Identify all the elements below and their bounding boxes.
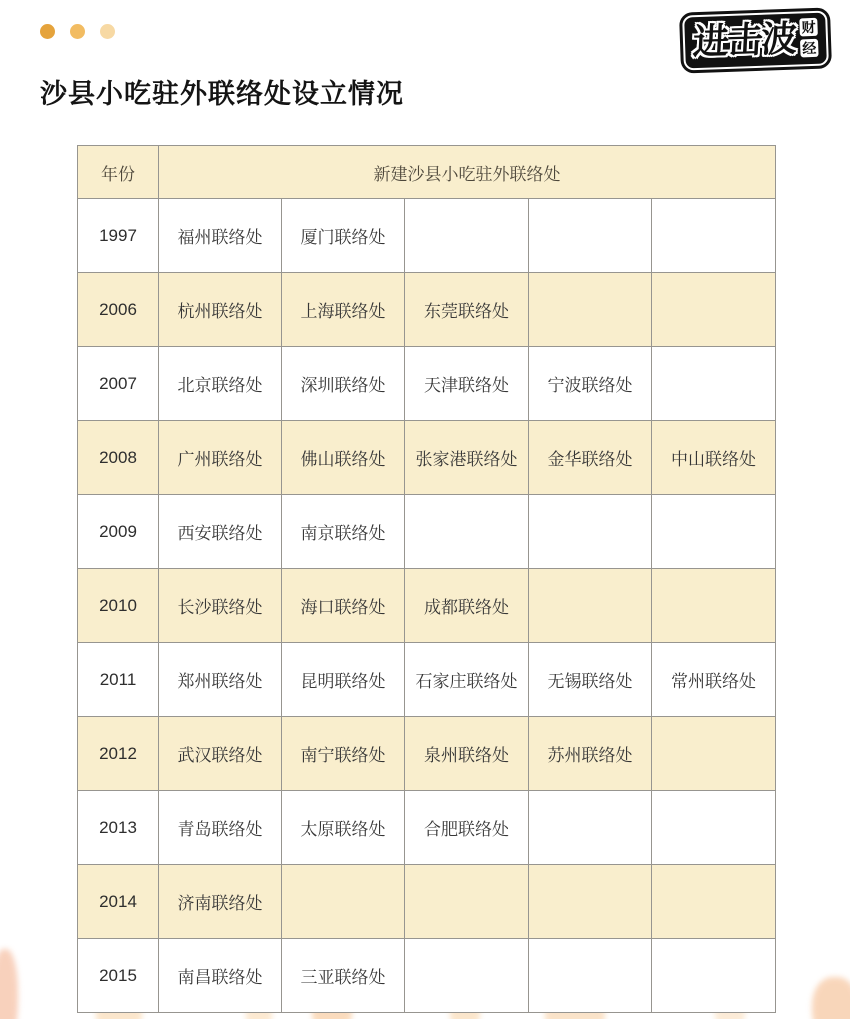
office-cell <box>529 865 652 939</box>
offices-column-header: 新建沙县小吃驻外联络处 <box>159 146 776 199</box>
background-blob <box>812 977 850 1019</box>
office-cell <box>652 569 776 643</box>
year-cell: 2010 <box>78 569 159 643</box>
brand-logo-main-text: 进击波 <box>691 17 797 62</box>
office-cell: 张家港联络处 <box>405 421 529 495</box>
office-cell: 青岛联络处 <box>159 791 282 865</box>
office-cell: 合肥联络处 <box>405 791 529 865</box>
office-cell <box>652 495 776 569</box>
decor-dots <box>40 24 115 39</box>
decor-dot <box>70 24 85 39</box>
office-cell: 深圳联络处 <box>282 347 405 421</box>
decor-dot <box>100 24 115 39</box>
decor-dot <box>40 24 55 39</box>
office-cell <box>282 865 405 939</box>
table-header-row <box>78 146 776 199</box>
office-cell: 天津联络处 <box>405 347 529 421</box>
table-row <box>78 495 776 569</box>
year-cell: 2011 <box>78 643 159 717</box>
office-cell <box>652 347 776 421</box>
office-cell: 上海联络处 <box>282 273 405 347</box>
office-cell: 金华联络处 <box>529 421 652 495</box>
year-cell: 1997 <box>78 199 159 273</box>
table-row <box>78 273 776 347</box>
liaison-table <box>77 145 776 1013</box>
table-row <box>78 865 776 939</box>
year-cell: 2014 <box>78 865 159 939</box>
office-cell: 无锡联络处 <box>529 643 652 717</box>
brand-logo-sub-box <box>799 18 818 58</box>
table-row <box>78 791 776 865</box>
office-cell: 广州联络处 <box>159 421 282 495</box>
table-row <box>78 569 776 643</box>
office-cell <box>529 495 652 569</box>
office-cell: 济南联络处 <box>159 865 282 939</box>
office-cell <box>529 273 652 347</box>
office-cell: 常州联络处 <box>652 643 776 717</box>
office-cell: 武汉联络处 <box>159 717 282 791</box>
office-cell: 中山联络处 <box>652 421 776 495</box>
year-column-header: 年份 <box>78 146 159 199</box>
office-cell: 苏州联络处 <box>529 717 652 791</box>
office-cell <box>652 865 776 939</box>
year-cell: 2007 <box>78 347 159 421</box>
year-cell: 2015 <box>78 939 159 1013</box>
office-cell <box>529 939 652 1013</box>
office-cell: 长沙联络处 <box>159 569 282 643</box>
office-cell: 太原联络处 <box>282 791 405 865</box>
office-cell: 海口联络处 <box>282 569 405 643</box>
office-cell: 北京联络处 <box>159 347 282 421</box>
office-cell <box>652 939 776 1013</box>
office-cell: 东莞联络处 <box>405 273 529 347</box>
office-cell <box>529 199 652 273</box>
table-row <box>78 199 776 273</box>
office-cell: 南昌联络处 <box>159 939 282 1013</box>
office-cell: 成都联络处 <box>405 569 529 643</box>
office-cell <box>529 791 652 865</box>
office-cell: 石家庄联络处 <box>405 643 529 717</box>
year-cell: 2008 <box>78 421 159 495</box>
year-cell: 2012 <box>78 717 159 791</box>
table-row <box>78 421 776 495</box>
page-title: 沙县小吃驻外联络处设立情况 <box>40 79 404 109</box>
table-body <box>78 199 776 1013</box>
office-cell <box>405 939 529 1013</box>
table-row <box>78 643 776 717</box>
office-cell <box>405 199 529 273</box>
office-cell <box>652 199 776 273</box>
office-cell: 佛山联络处 <box>282 421 405 495</box>
brand-logo-sub-char-bottom: 经 <box>800 39 819 58</box>
table-row <box>78 717 776 791</box>
office-cell: 南京联络处 <box>282 495 405 569</box>
office-cell <box>652 273 776 347</box>
office-cell: 三亚联络处 <box>282 939 405 1013</box>
table-row <box>78 939 776 1013</box>
office-cell: 福州联络处 <box>159 199 282 273</box>
office-cell <box>652 717 776 791</box>
office-cell <box>405 865 529 939</box>
year-cell: 2009 <box>78 495 159 569</box>
office-cell: 厦门联络处 <box>282 199 405 273</box>
office-cell <box>652 791 776 865</box>
office-cell: 杭州联络处 <box>159 273 282 347</box>
brand-logo <box>682 10 829 70</box>
office-cell: 宁波联络处 <box>529 347 652 421</box>
office-cell: 泉州联络处 <box>405 717 529 791</box>
year-cell: 2006 <box>78 273 159 347</box>
office-cell <box>405 495 529 569</box>
brand-logo-sub-char-top: 财 <box>799 18 818 37</box>
office-cell: 郑州联络处 <box>159 643 282 717</box>
year-cell: 2013 <box>78 791 159 865</box>
office-cell <box>529 569 652 643</box>
table-row <box>78 347 776 421</box>
office-cell: 西安联络处 <box>159 495 282 569</box>
background-blob <box>0 949 18 1019</box>
office-cell: 昆明联络处 <box>282 643 405 717</box>
office-cell: 南宁联络处 <box>282 717 405 791</box>
